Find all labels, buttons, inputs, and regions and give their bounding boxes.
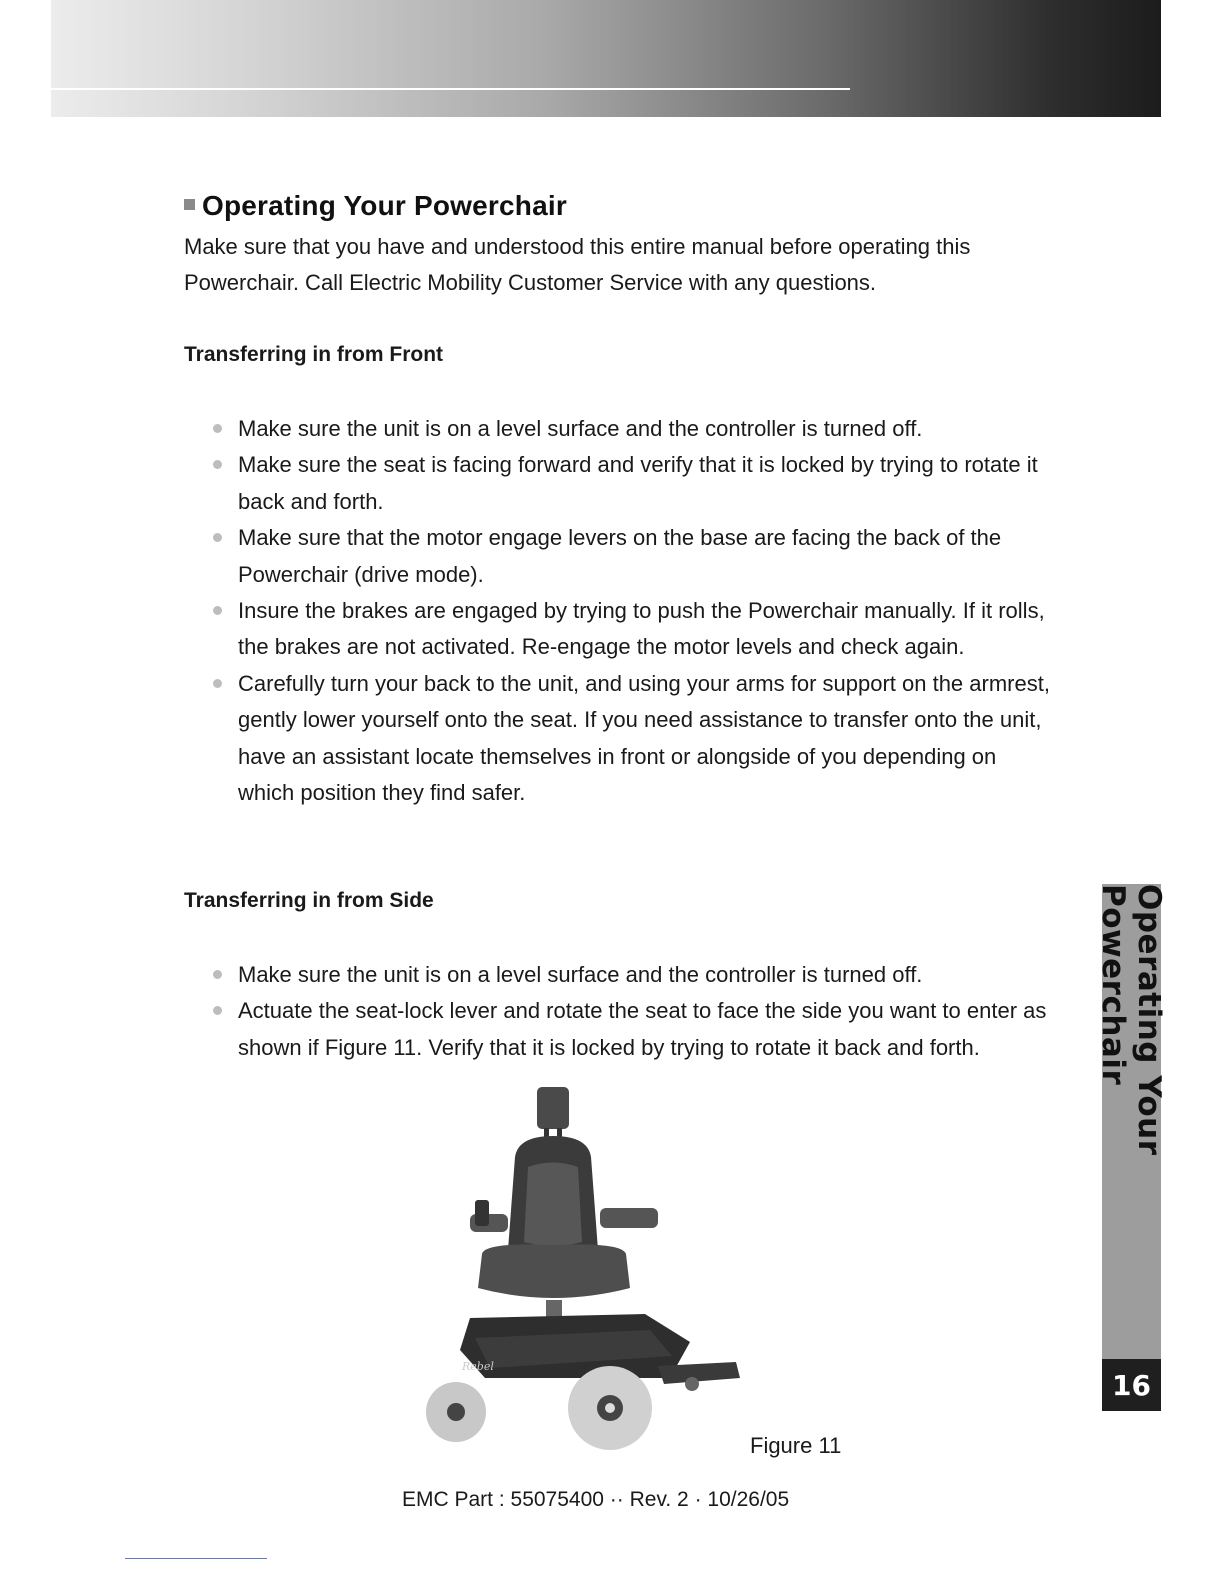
chair-logo-text: Rebel [462, 1360, 494, 1373]
header-gradient-band [51, 0, 1161, 117]
square-bullet-icon [184, 199, 195, 210]
front-heading: Transferring in from Front [184, 343, 444, 366]
page-number: 16 [1102, 1359, 1161, 1411]
footer-text: EMC Part : 55075400 ·· Rev. 2 · 10/26/05 [402, 1488, 790, 1511]
side-bullet-list [213, 957, 1053, 1066]
side-heading: Transferring in from Side [184, 889, 434, 912]
bullet-dot-icon [213, 533, 222, 542]
bullet-dot-icon [213, 460, 222, 469]
list-item: Actuate the seat-lock lever and rotate the seat to face the side you want to enter as shown if Figure 11. Verify that it is locked by trying to rotate it back and forth. [213, 993, 1053, 1066]
intro-paragraph: Make sure that you have and understood this entire manual before operating this Powerchair. Call Electric Mobility Customer Service with any questions. [184, 234, 971, 295]
powerchair-illustration-icon [420, 1082, 750, 1454]
bullet-dot-icon [213, 679, 222, 688]
side-tab-label: Operating Your Powerchair [1095, 884, 1168, 1156]
bullet-dot-icon [213, 606, 222, 615]
figure-caption: Figure 11 [750, 1433, 842, 1458]
list-item: Make sure that the motor engage levers on the base are facing the back of the Powerchair (drive mode). [213, 520, 1053, 593]
list-item: Make sure the seat is facing forward and verify that it is locked by trying to rotate it back and forth. [213, 447, 1053, 520]
bullet-dot-icon [213, 1006, 222, 1015]
section-title [184, 190, 567, 222]
bullet-dot-icon [213, 970, 222, 979]
bottom-rule [125, 1558, 267, 1559]
front-bullet-list [213, 411, 1053, 811]
list-item: Carefully turn your back to the unit, and using your arms for support on the armrest, gently lower yourself onto the seat. If you need assistance to transfer onto the unit, have an assistant locate themselves in front or alongside of you depending on which position they find safer. [213, 666, 1053, 812]
list-item: Make sure the unit is on a level surface and the controller is turned off. [213, 957, 1053, 993]
header-rule [51, 88, 850, 90]
bullet-dot-icon [213, 424, 222, 433]
list-item: Make sure the unit is on a level surface and the controller is turned off. [213, 411, 1053, 447]
list-item: Insure the brakes are engaged by trying to push the Powerchair manually. If it rolls, the brakes are not activated. Re-engage the motor levels and check again. [213, 593, 1053, 666]
section-title-text: Operating Your Powerchair [202, 190, 567, 221]
